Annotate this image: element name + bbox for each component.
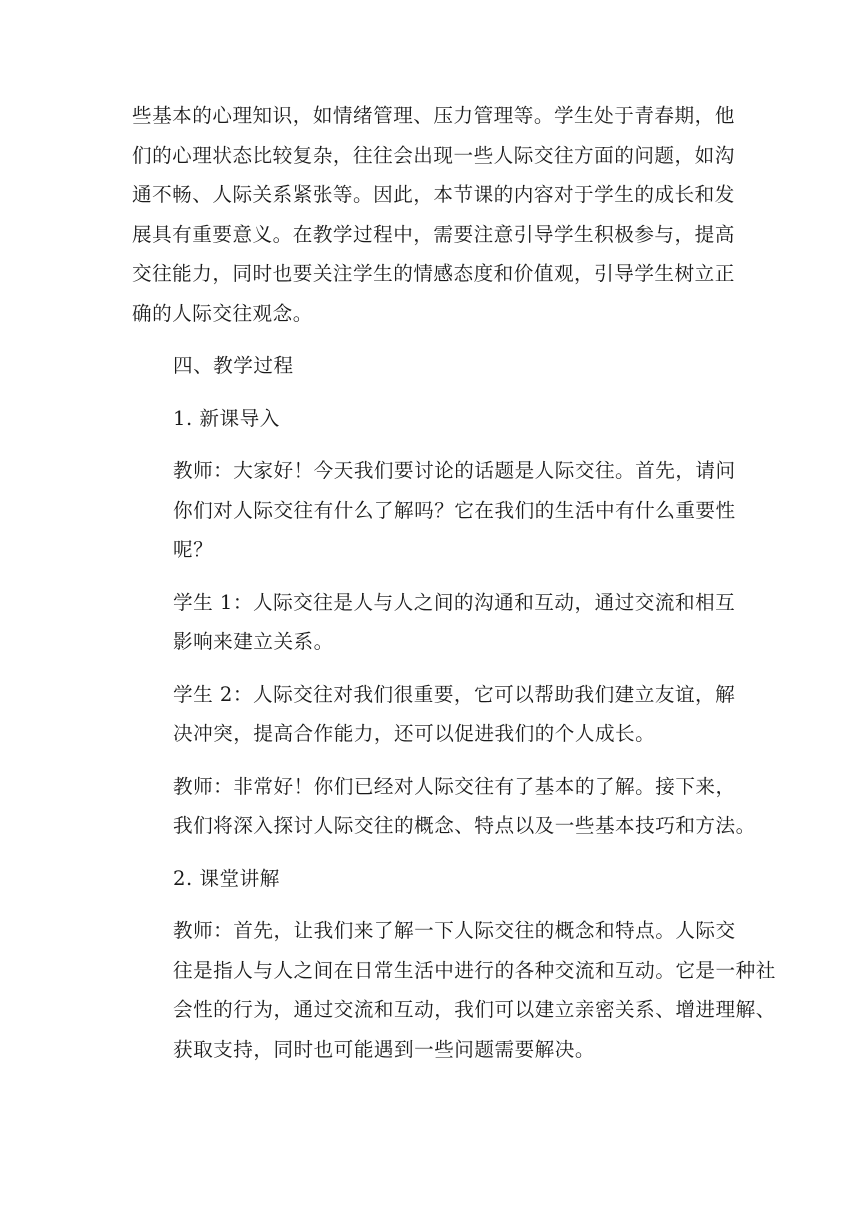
text-line: 教师：大家好！今天我们要讨论的话题是人际交往。首先，请问 (173, 459, 736, 482)
text-line: 确的人际交往观念。 (132, 301, 313, 325)
heading-text: 1. 新课导入 (173, 406, 280, 430)
text-line: 我们将深入探讨人际交往的概念、特点以及一些基本技巧和方法。 (173, 814, 756, 837)
text-line: 教师：非常好！你们已经对人际交往有了基本的了解。接下来， (173, 774, 736, 798)
text-line: 交往能力，同时也要关注学生的情感态度和价值观，引导学生树立正 (132, 262, 735, 285)
paragraph-psychology-context (132, 96, 735, 333)
text-line: 们的心理状态比较复杂，往往会出现一些人际交往方面的问题，如沟 (132, 143, 735, 167)
text-line: 往是指人与人之间在日常生活中进行的各种交流和互动。它是一种社 (173, 958, 776, 982)
text-line: 决冲突，提高合作能力，还可以促进我们的个人成长。 (173, 722, 656, 745)
text-line: 学生 1：人际交往是人与人之间的沟通和互动，通过交流和相互 (173, 590, 736, 614)
text-line: 通不畅、人际关系紧张等。因此，本节课的内容对于学生的成长和发 (132, 183, 735, 206)
text-line: 影响来建立关系。 (173, 630, 334, 653)
subheading-new-lesson-intro (132, 399, 732, 439)
text-line: 获取支持，同时也可能遇到一些问题需要解决。 (173, 1037, 595, 1061)
text-line: 展具有重要意义。在教学过程中，需要注意引导学生积极参与，提高 (132, 222, 735, 246)
paragraph-teacher-question (132, 451, 736, 570)
paragraph-student-2 (132, 675, 736, 754)
document-body (132, 96, 776, 1082)
section-heading-teaching-process (132, 346, 732, 386)
text-line: 呢？ (173, 538, 214, 561)
paragraph-teacher-lecture (132, 911, 776, 1069)
text-line: 会性的行为，通过交流和互动，我们可以建立亲密关系、增进理解、 (173, 998, 776, 1021)
heading-text: 四、教学过程 (173, 354, 294, 377)
paragraph-student-1 (132, 583, 736, 662)
text-line: 些基本的心理知识，如情绪管理、压力管理等。学生处于青春期，他 (132, 104, 735, 127)
heading-text: 2. 课堂讲解 (173, 866, 280, 890)
text-line: 学生 2：人际交往对我们很重要，它可以帮助我们建立友谊，解 (173, 682, 736, 706)
text-line: 你们对人际交往有什么了解吗？它在我们的生活中有什么重要性 (173, 498, 736, 522)
paragraph-teacher-response (132, 767, 756, 846)
text-line: 教师：首先，让我们来了解一下人际交往的概念和特点。人际交 (173, 919, 736, 942)
subheading-classroom-lecture (132, 859, 732, 899)
